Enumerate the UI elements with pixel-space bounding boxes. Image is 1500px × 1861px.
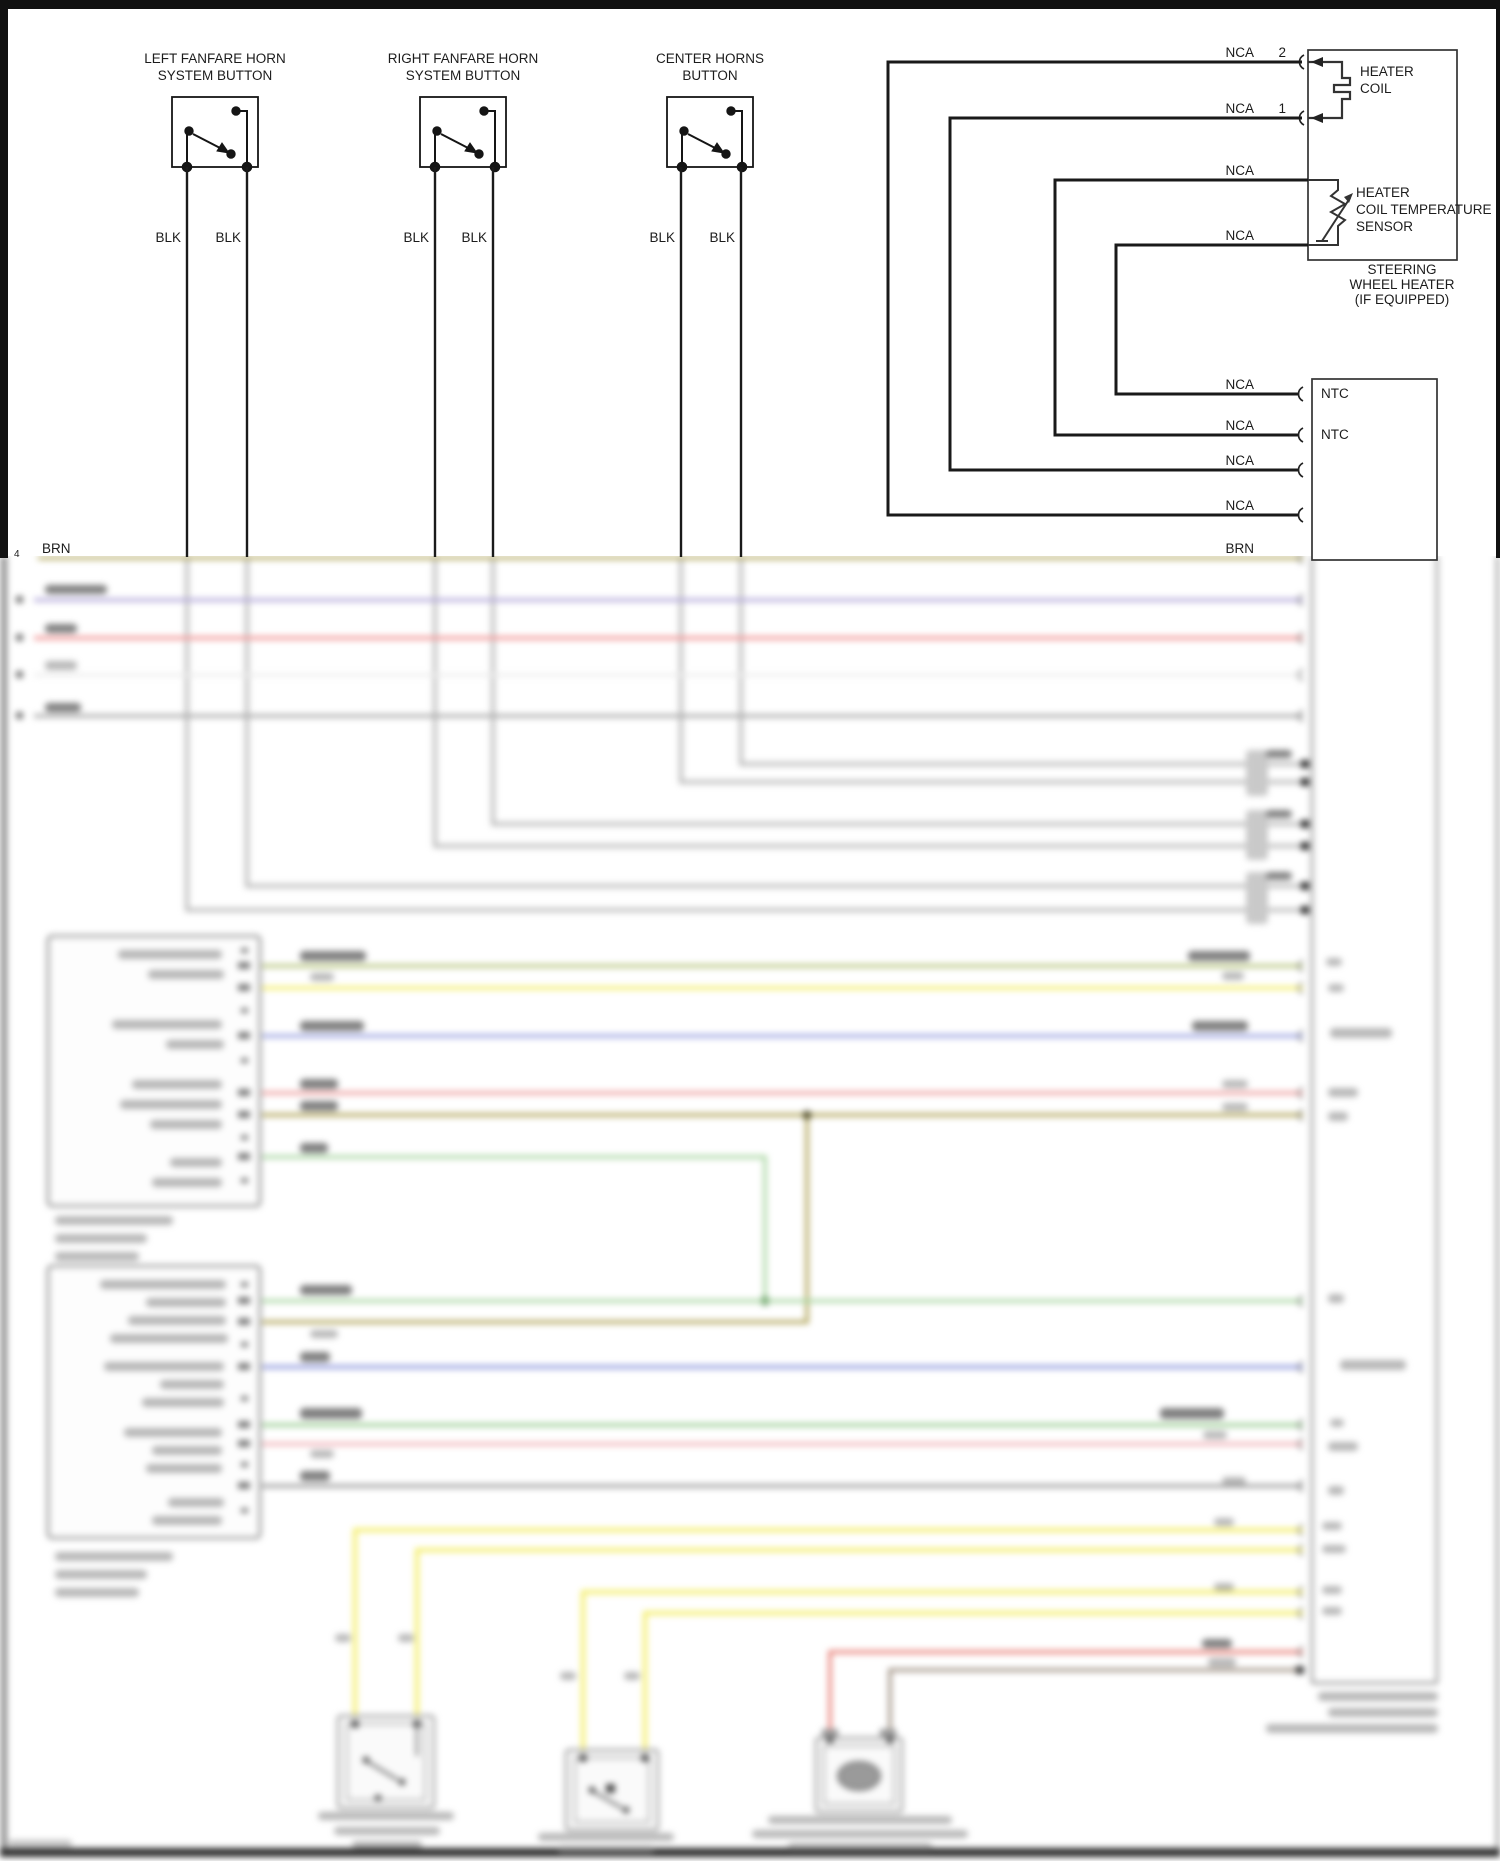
wire-label-blk: BLK — [461, 230, 487, 245]
wire-label-nca: NCA — [1225, 498, 1254, 513]
wire-label-blk: BLK — [649, 230, 675, 245]
left-fanfare-horn-label-line1: LEFT FANFARE HORN — [144, 51, 286, 66]
right-fanfare-horn-label-line1: RIGHT FANFARE HORN — [387, 51, 539, 66]
heater-pin-number-1: 1 — [1278, 101, 1286, 116]
wire-nca-sensor-top-loop — [1055, 180, 1308, 435]
heater-assembly-label-line2: WHEEL HEATER — [1349, 277, 1455, 292]
heater-pin-number-2: 2 — [1278, 45, 1286, 60]
heater-assembly-label-line3: (IF EQUIPPED) — [1354, 292, 1450, 307]
heater-coil-label-line2: COIL — [1360, 81, 1392, 96]
ntc-pin-connectors — [1299, 387, 1304, 522]
wire-nca-sensor-bottom-loop — [1116, 245, 1308, 394]
page-border-left — [0, 0, 8, 558]
page-border-top — [0, 0, 1500, 9]
left-fanfare-horn-switch-symbol — [172, 97, 258, 172]
wire-label-blk: BLK — [403, 230, 429, 245]
center-horns-switch-symbol — [667, 97, 753, 172]
page-border-right — [1496, 0, 1500, 558]
temp-sensor-label-line2: COIL TEMPERATURE — [1356, 202, 1492, 217]
right-fanfare-horn-switch-symbol — [420, 97, 506, 172]
wire-label-nca: NCA — [1225, 228, 1254, 243]
heater-coil-label-line1: HEATER — [1360, 64, 1414, 79]
heater-assembly-label-line1: STEERING — [1367, 262, 1437, 277]
center-horns-label-line1: CENTER HORNS — [655, 51, 764, 66]
wire-label-blk: BLK — [215, 230, 241, 245]
wire-label-nca: NCA — [1225, 45, 1254, 60]
temp-sensor-label-line3: SENSOR — [1356, 219, 1414, 234]
wire-label-nca: NCA — [1225, 453, 1254, 468]
wire-label-nca: NCA — [1225, 163, 1254, 178]
wire-label-nca: NCA — [1225, 418, 1254, 433]
wire-label-nca: NCA — [1225, 101, 1254, 116]
nca-wiring — [888, 62, 1308, 515]
page-border — [0, 0, 1500, 558]
right-module-box — [1312, 379, 1437, 560]
pin-label-ntc: NTC — [1321, 386, 1349, 401]
wire-label-blk: BLK — [155, 230, 181, 245]
wire-label-nca: NCA — [1225, 377, 1254, 392]
right-fanfare-horn-label-line2: SYSTEM BUTTON — [405, 68, 521, 83]
left-border-pin-number: 4 — [14, 549, 20, 560]
wire-label-blk: BLK — [709, 230, 735, 245]
left-fanfare-horn-label-line2: SYSTEM BUTTON — [157, 68, 273, 83]
pin-label-ntc: NTC — [1321, 427, 1349, 442]
horn-button-wires — [187, 167, 741, 557]
wire-label-brn-right: BRN — [1225, 541, 1254, 556]
wire-label-brn-left: BRN — [42, 541, 71, 556]
center-horns-label-line2: BUTTON — [682, 68, 738, 83]
temp-sensor-label-line1: HEATER — [1356, 185, 1410, 200]
